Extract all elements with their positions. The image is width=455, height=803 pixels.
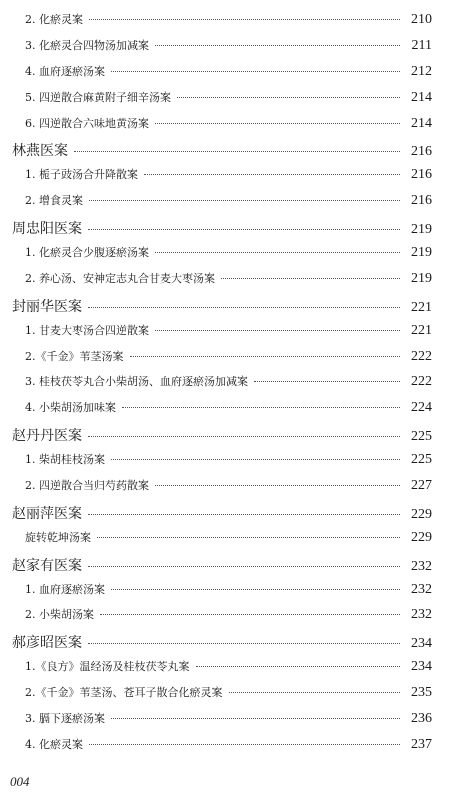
toc-entry [12,322,432,348]
page-ref: 232 [411,607,432,623]
toc-entry [12,581,432,607]
entry-title: 5. 四逆散合麻黄附子细辛汤案 [25,90,171,104]
page-ref: 219 [411,245,432,261]
toc-section-heading [12,425,432,451]
toc-entry [12,658,432,684]
page-ref: 219 [411,270,432,286]
entry-title: 1.《良方》温经汤及桂枝茯苓丸案 [25,660,190,674]
entry-title: 2.《千金》苇茎汤、苍耳子散合化瘀灵案 [25,686,223,700]
dot-leader [254,381,400,382]
page-ref: 235 [411,685,432,701]
dot-leader [111,459,400,460]
toc-entry [12,37,432,63]
toc-section-heading [12,296,432,322]
entry-title: 旋转乾坤汤案 [25,530,91,544]
toc-entry [12,710,432,736]
toc-entry [12,736,432,762]
entry-title: 3. 桂枝茯苓丸合小柴胡汤、血府逐瘀汤加减案 [25,375,248,389]
toc-entry [12,166,432,192]
section-title: 郝彦昭医案 [12,635,82,652]
entry-title: 2. 增食灵案 [25,194,83,208]
section-title: 封丽华医案 [12,298,82,315]
dot-leader [88,643,400,644]
page-ref: 225 [411,452,432,468]
entry-title: 2.《千金》苇茎汤案 [25,349,124,363]
dot-leader [88,566,400,567]
toc-entry [12,63,432,89]
page-ref: 222 [411,348,432,364]
section-title: 赵丽萍医案 [12,505,82,522]
dot-leader [88,514,400,515]
page-ref: 212 [411,63,432,79]
dot-leader [229,692,401,693]
entry-title: 2. 小柴胡汤案 [25,608,94,622]
dot-leader [89,200,400,201]
entry-title: 4. 化瘀灵案 [25,737,83,751]
dot-leader [89,744,400,745]
toc-entry [12,373,432,399]
page-ref: 216 [411,144,432,160]
page-ref: 232 [411,581,432,597]
page-ref: 234 [411,659,432,675]
toc-entry [12,270,432,296]
toc-entry [12,399,432,425]
page-ref: 216 [411,193,432,209]
entry-title: 1. 血府逐瘀汤案 [25,582,105,596]
entry-title: 1. 柴胡桂枝汤案 [25,453,105,467]
table-of-contents [12,11,432,762]
toc-section-heading [12,632,432,658]
dot-leader [122,407,400,408]
dot-leader [177,97,400,98]
entry-title: 4. 血府逐瘀汤案 [25,64,105,78]
toc-entry [12,89,432,115]
page-ref: 229 [411,529,432,545]
dot-leader [88,229,400,230]
toc-entry [12,529,432,555]
toc-entry [12,477,432,503]
dot-leader [155,485,400,486]
toc-entry [12,606,432,632]
dot-leader [100,614,400,615]
page-ref: 229 [411,506,432,522]
page-ref: 221 [411,322,432,338]
toc-entry [12,115,432,141]
entry-title: 1. 甘麦大枣汤合四逆散案 [25,323,149,337]
entry-title: 3. 膈下逐瘀汤案 [25,712,105,726]
entry-title: 2. 养心汤、安神定志丸合甘麦大枣汤案 [25,271,215,285]
dot-leader [155,330,400,331]
section-title: 周忠阳医案 [12,221,82,238]
section-title: 赵丹丹医案 [12,428,82,445]
page-ref: 210 [411,12,432,27]
dot-leader [111,71,400,72]
section-title: 赵家有医案 [12,557,82,574]
entry-title: 2. 化瘀灵案 [25,13,83,26]
entry-title: 4. 小柴胡汤加味案 [25,401,116,415]
toc-entry [12,11,432,37]
toc-section-heading [12,555,432,581]
page-ref: 211 [411,37,432,53]
page-ref: 224 [411,400,432,416]
entry-title: 3. 化瘀灵合四物汤加减案 [25,38,149,52]
section-title: 林燕医案 [12,143,68,160]
dot-leader [155,45,400,46]
dot-leader [196,666,401,667]
page-ref: 234 [411,636,432,652]
dot-leader [111,718,400,719]
toc-entry [12,451,432,477]
dot-leader [155,123,400,124]
dot-leader [144,174,400,175]
page-ref: 219 [411,222,432,238]
entry-title: 1. 化瘀灵合少腹逐瘀汤案 [25,246,149,260]
dot-leader [111,589,400,590]
toc-section-heading [12,218,432,244]
page-ref: 225 [411,429,432,445]
dot-leader [74,151,400,152]
page-ref: 216 [411,167,432,183]
toc-entry [12,192,432,218]
dot-leader [130,356,401,357]
entry-title: 2. 四逆散合当归芍药散案 [25,479,149,493]
toc-section-heading [12,503,432,529]
dot-leader [88,307,400,308]
entry-title: 1. 栀子豉汤合升降散案 [25,168,138,182]
page-ref: 232 [411,558,432,574]
dot-leader [221,278,400,279]
page-ref: 222 [411,374,432,390]
page-ref: 236 [411,711,432,727]
dot-leader [97,537,400,538]
page-ref: 237 [411,736,432,752]
page-ref: 214 [411,89,432,105]
toc-entry [12,684,432,710]
toc-entry [12,244,432,270]
entry-title: 6. 四逆散合六味地黄汤案 [25,116,149,130]
dot-leader [88,436,400,437]
dot-leader [89,19,400,20]
toc-section-heading [12,140,432,166]
page-ref: 227 [411,478,432,494]
page-ref: 214 [411,115,432,131]
dot-leader [155,252,400,253]
page-number: 004 [10,774,30,789]
toc-entry [12,348,432,374]
page-ref: 221 [411,299,432,315]
